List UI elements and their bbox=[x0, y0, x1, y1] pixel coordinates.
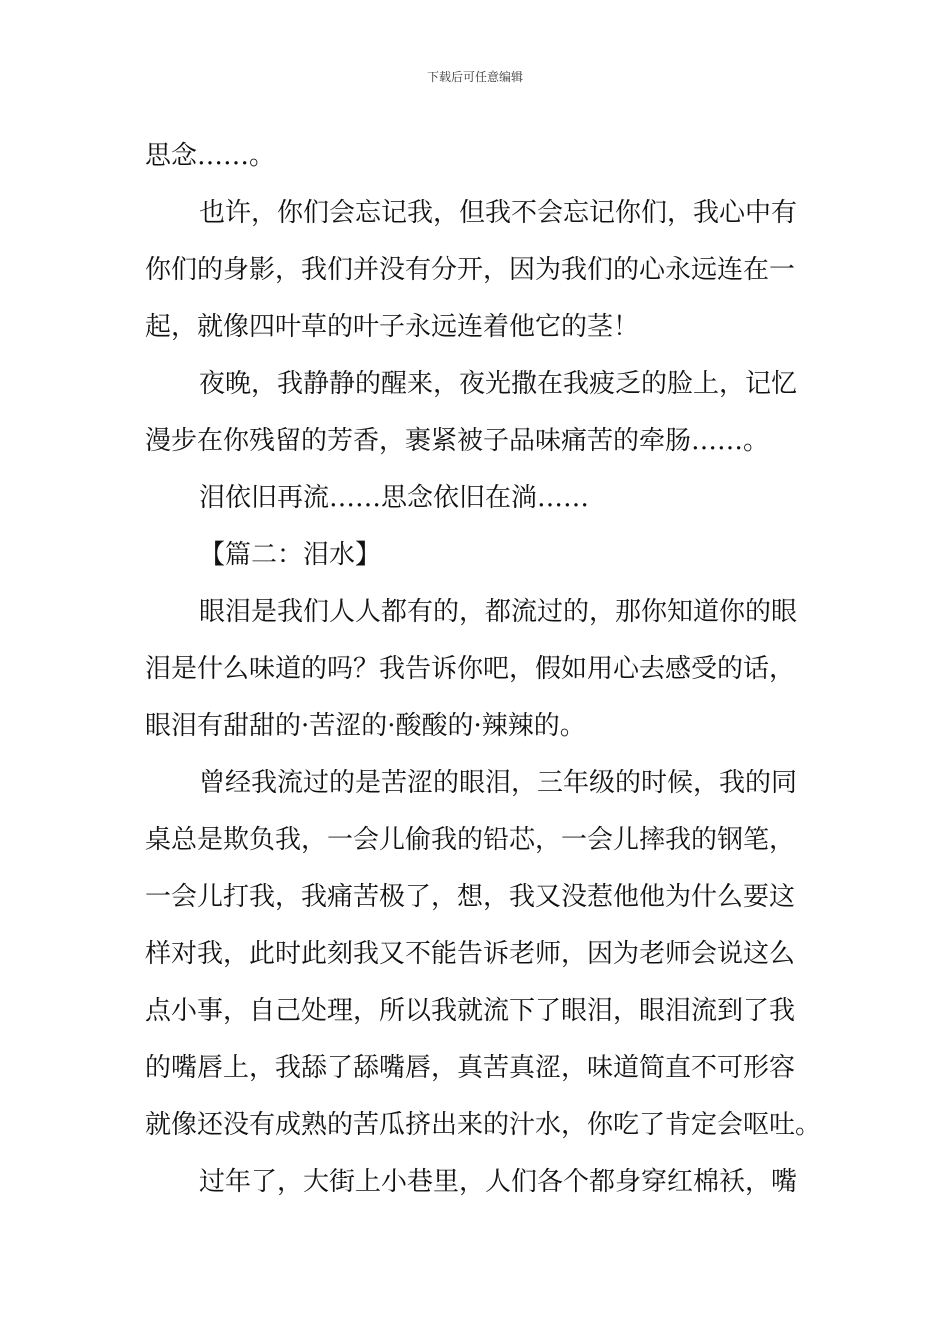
text-line: 就像还没有成熟的苦瓜挤出来的汁水，你吃了肯定会呕吐。 bbox=[145, 1110, 822, 1140]
document-body bbox=[145, 128, 822, 1211]
paragraph-start-line: 眼泪是我们人人都有的，都流过的，那你知道你的眼 bbox=[199, 597, 798, 627]
page-header: 下载后可任意编辑 bbox=[426, 70, 523, 84]
text-line: 你们的身影，我们并没有分开，因为我们的心永远连在一 bbox=[145, 255, 796, 285]
paragraph-start-line: 泪依旧再流……思念依旧在淌…… bbox=[199, 483, 590, 513]
text-line: 眼泪有甜甜的·苦涩的·酸酸的·辣辣的。 bbox=[145, 711, 586, 741]
paragraph-start-line: 过年了，大街上小巷里，人们各个都身穿红棉袄，嘴 bbox=[199, 1167, 798, 1197]
text-line: 泪是什么味道的吗？我告诉你吧，假如用心去感受的话， bbox=[145, 654, 796, 684]
text-line: 点小事，自己处理，所以我就流下了眼泪，眼泪流到了我 bbox=[145, 996, 796, 1026]
paragraph-start-line: 也许，你们会忘记我，但我不会忘记你们，我心中有 bbox=[199, 198, 798, 228]
text-line: 一会儿打我，我痛苦极了，想，我又没惹他他为什么要这 bbox=[145, 882, 796, 912]
paragraph-start-line: 夜晚，我静静的醒来，夜光撒在我疲乏的脸上，记忆 bbox=[199, 369, 798, 399]
text-line: 起，就像四叶草的叶子永远连着他它的茎！ bbox=[145, 312, 640, 342]
text-line: 漫步在你残留的芳香，裹紧被子品味痛苦的牵肠……。 bbox=[145, 426, 770, 456]
paragraph-start-line: 曾经我流过的是苦涩的眼泪，三年级的时候，我的同 bbox=[199, 768, 798, 798]
text-line: 的嘴唇上，我舔了舔嘴唇，真苦真涩，味道简直不可形容 bbox=[145, 1053, 796, 1083]
section-heading: 【篇二：泪水】 bbox=[199, 540, 382, 570]
text-line: 思念……。 bbox=[145, 141, 276, 171]
text-line: 桌总是欺负我，一会儿偷我的铅芯，一会儿摔我的钢笔， bbox=[145, 825, 796, 855]
text-line: 样对我，此时此刻我又不能告诉老师，因为老师会说这么 bbox=[145, 939, 796, 969]
